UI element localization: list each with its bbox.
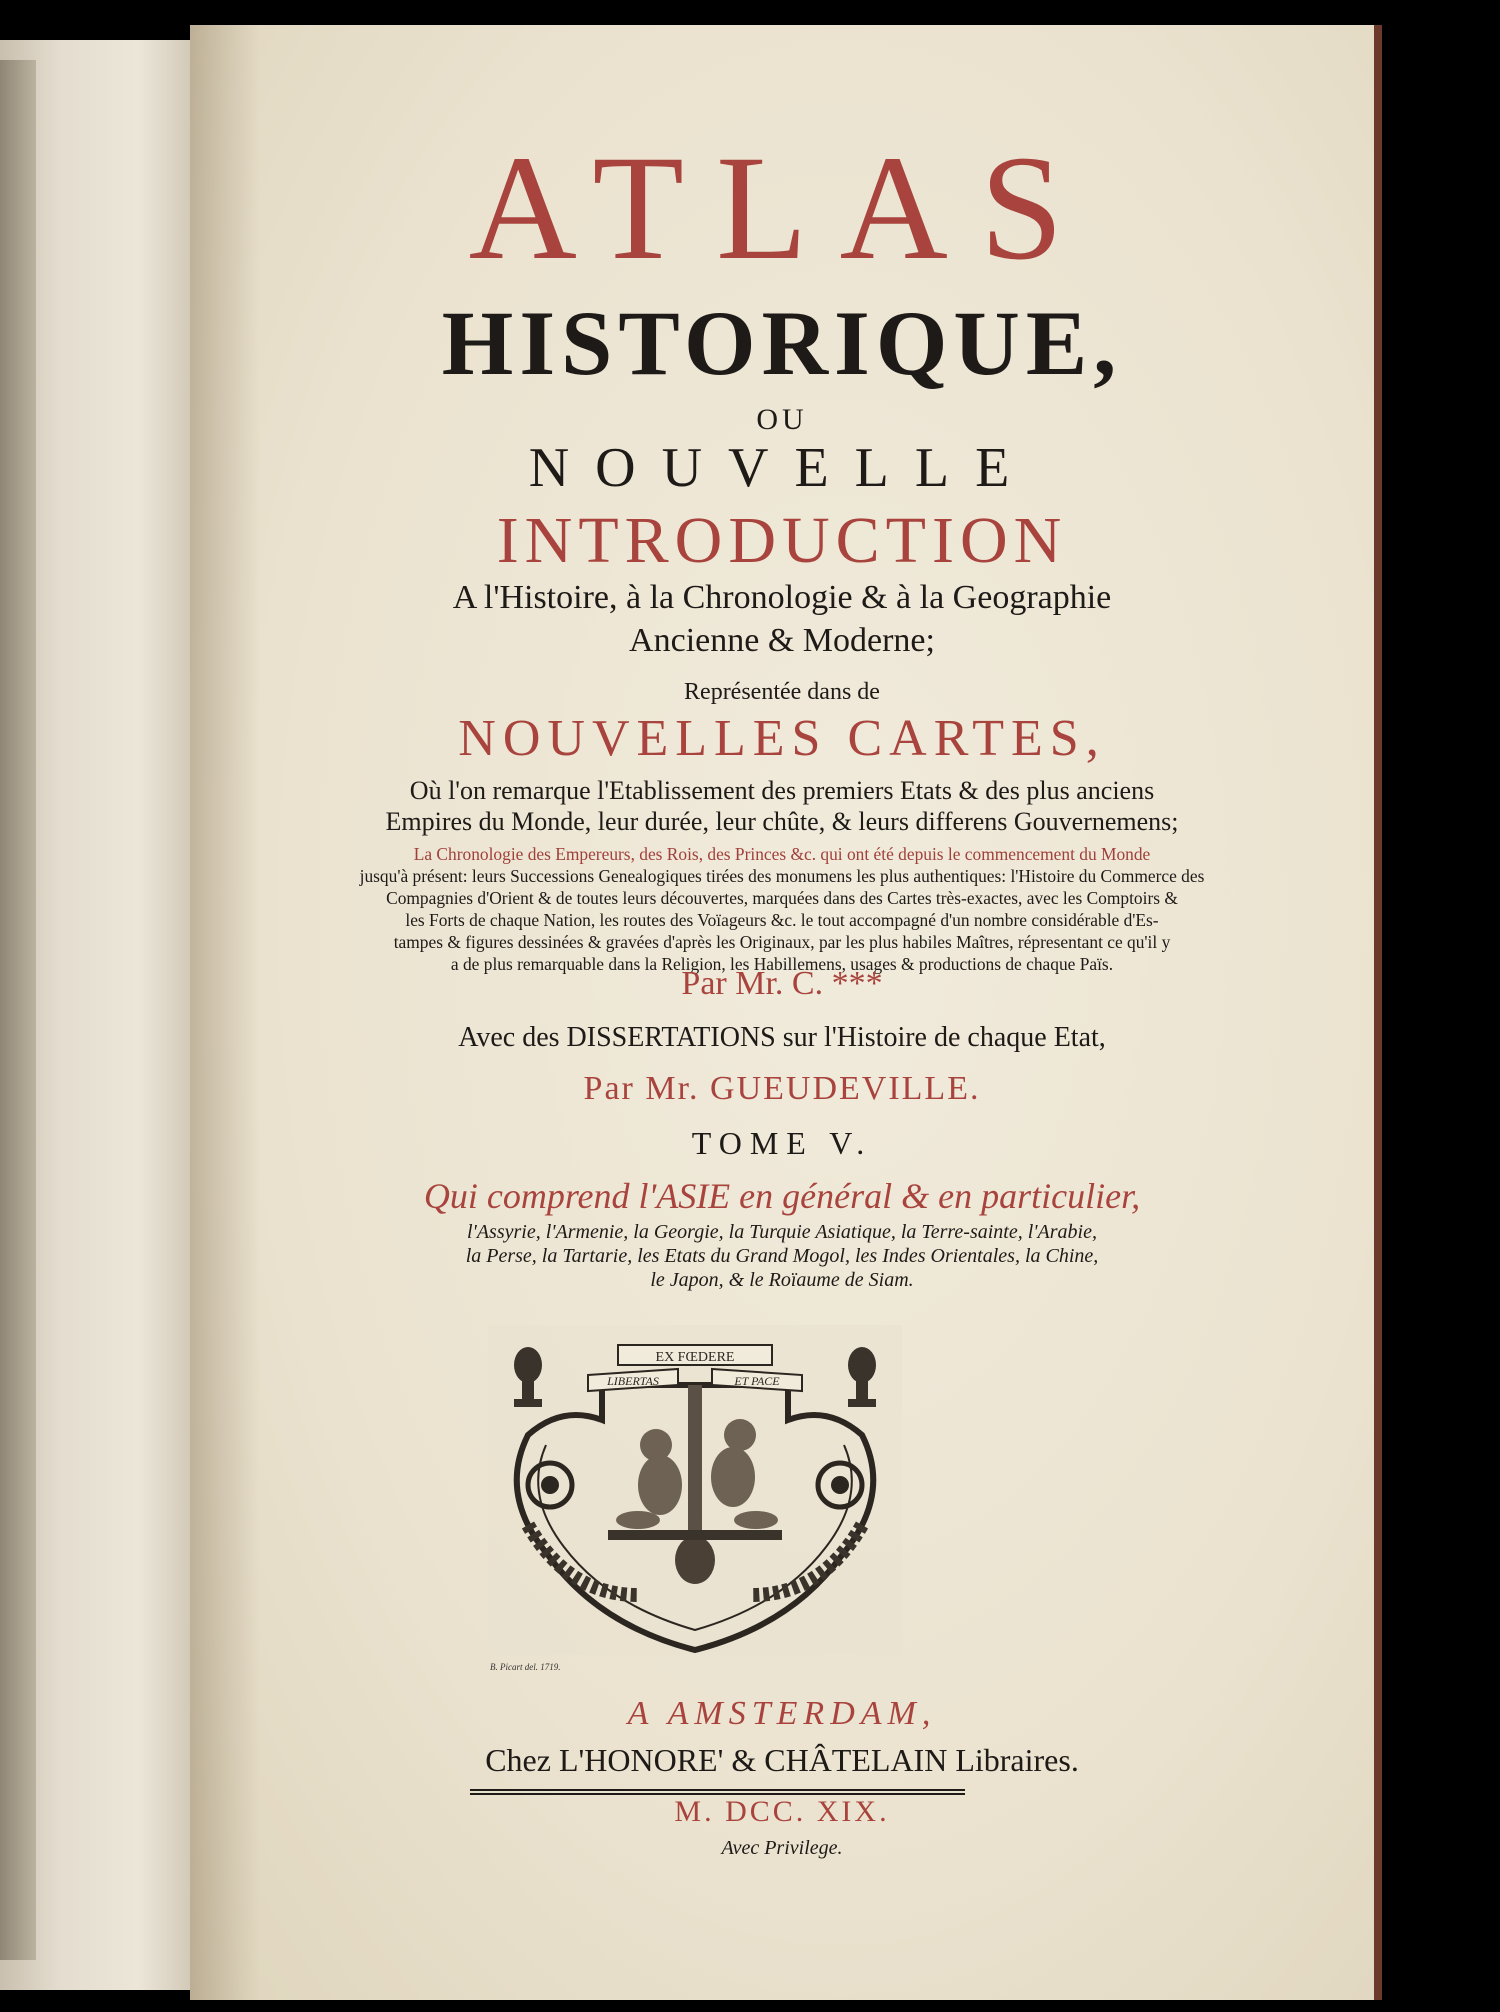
divider-rule [470,1789,965,1791]
title-ou: OU [756,403,808,436]
description-block [190,775,1374,837]
contents-heading: Qui comprend l'ASIE en général & en particulier, [423,1176,1141,1216]
subtitle-block [190,577,1374,662]
chronology-line: jusqu'à présent: leurs Successions Genealogiques tirées des monumens les plus authentiques: l'Histoire du Commerce des [359,866,1205,886]
description-line-2: Empires du Monde, leur durée, leur chûte, & leurs differens Gouvernemens; [385,807,1179,837]
subtitle-line-2: Ancienne & Moderne; [629,621,935,659]
column [688,1385,702,1535]
motto-left: LIBERTAS [607,1374,659,1388]
regions-line: la Perse, la Tartarie, les Etats du Grand Mogol, les Indes Orientales, la Chine, [465,1245,1099,1267]
title-historique: HISTORIQUE, [441,292,1123,394]
chronology-line: les Forts de chaque Nation, les routes des Voïageurs &c. le tout accompagné d'un nombre considérable d'Es- [405,910,1159,930]
regions-list [190,1220,1374,1292]
title-cartes: NOUVELLES CARTES, [458,710,1106,767]
subtitle-line-1: A l'Histoire, à la Chronologie & à la Geographie [452,579,1112,616]
imprint-privilege: Avec Privilege. [721,1837,843,1859]
imprint-date: M. DCC. XIX. [674,1795,890,1828]
represented-line: Représentée dans de [684,679,880,705]
imprint-publisher: Chez L'HONORE' & CHÂTELAIN Libraires. [485,1742,1079,1778]
mask [675,1536,715,1584]
author-gueudeville: Par Mr. GUEUDEVILLE. [583,1070,981,1107]
title-nouvelle: NOUVELLE [528,437,1036,499]
engraver-signature: B. Picart del. 1719. [490,1662,561,1672]
title-atlas: ATLAS [468,125,1096,291]
description-line-1: Où l'on remarque l'Etablissement des premiers Etats & des plus anciens [409,776,1155,805]
regions-line: le Japon, & le Roïaume de Siam. [650,1269,914,1291]
regions-line: l'Assyrie, l'Armenie, la Georgie, la Turquie Asiatique, la Terre-sainte, l'Arabie, [466,1221,1097,1243]
chronology-line: a de plus remarquable dans la Religion, les Habillemens, usages & productions de chaque Païs. [450,954,1114,974]
motto-right: ET PACE [734,1374,780,1388]
motto-top: EX FŒDERE [655,1350,735,1365]
author-c: Par Mr. C. *** [681,965,883,1002]
dissertations-line: Avec des DISSERTATIONS sur l'Histoire de chaque Etat, [458,1022,1106,1053]
imprint-city: A AMSTERDAM, [627,1695,937,1732]
chronology-line: La Chronologie des Empereurs, des Rois, des Princes &c. qui ont été depuis le commencement du Monde [413,844,1151,864]
title-introduction: INTRODUCTION [496,504,1068,577]
tome-number: TOME V. [691,1125,873,1161]
engraved-vignette [488,1325,902,1655]
title-page [190,25,1382,2000]
left-page-edge [0,60,36,1960]
chronology-line: tampes & figures dessinées & gravées d'après les Originaux, par les plus habiles Maîtres, répresentant ce qu'il y [393,932,1171,952]
chronology-paragraph [190,843,1374,975]
chronology-line: Compagnies d'Orient & de toutes leurs découvertes, marquées dans des Cartes très-exactes, avec les Comptoirs & [386,888,1178,908]
